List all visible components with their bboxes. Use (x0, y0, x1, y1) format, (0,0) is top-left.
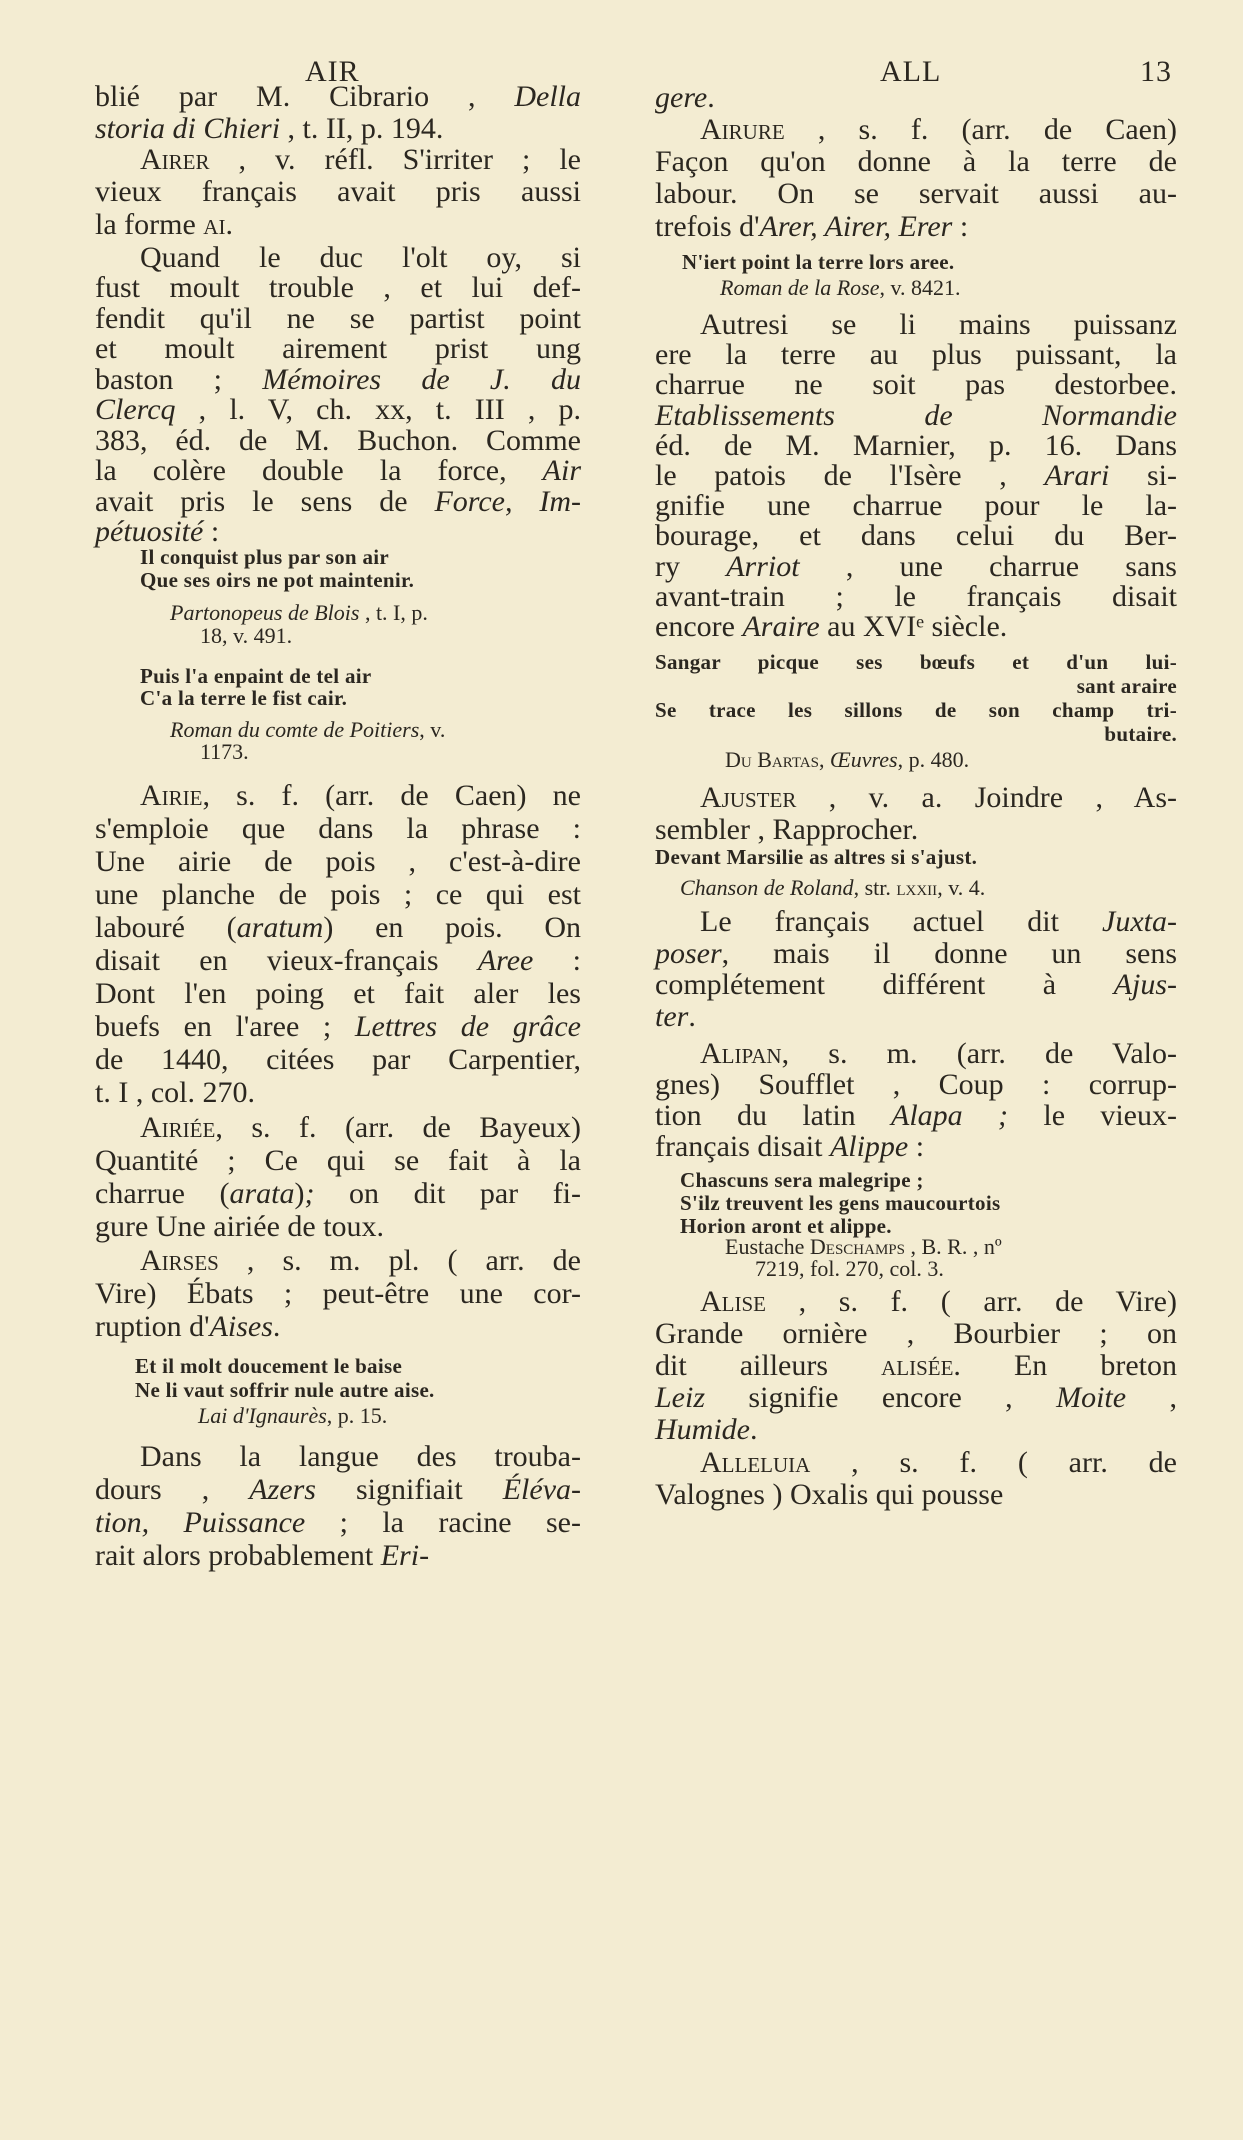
text: , B. R. , nº (905, 1234, 1002, 1259)
text-line (95, 176, 581, 209)
text: trefois d' (655, 209, 760, 243)
verse-quote-block (655, 1169, 1177, 1238)
text: rait alors probablement (95, 1538, 381, 1572)
text: complétement différent à (655, 968, 1114, 1002)
italic-text: Arriot (726, 549, 800, 583)
text-line (95, 741, 581, 763)
small-caps-text: Airiée (140, 1110, 216, 1144)
text-line (95, 1177, 581, 1210)
text-line (655, 458, 1177, 492)
text: Sangar picque ses bœufs et d'un lui- (655, 650, 1177, 674)
small-caps-text: Alipan (700, 1036, 782, 1070)
text: fust moult trouble , et lui def- (95, 271, 581, 305)
text: : (952, 209, 969, 243)
text-line (655, 1001, 1177, 1033)
text-line (95, 845, 581, 878)
text-line (95, 1043, 581, 1076)
verse-quote-block (655, 650, 1177, 746)
text: on dit par fi- (314, 1176, 582, 1210)
text: . (707, 80, 715, 114)
verse-quote-block (655, 249, 1177, 275)
small-caps-text: Ajuster (700, 781, 797, 814)
text-line (655, 1169, 1177, 1192)
running-head-right: ALL (880, 55, 942, 88)
text-line (655, 1236, 1177, 1258)
text-line (95, 1354, 581, 1378)
citation-block (655, 747, 1177, 773)
italic-text: gere (655, 80, 708, 114)
text: gure Une airiée de toux. (95, 1209, 385, 1243)
text-line (655, 969, 1177, 1001)
italic-text: Force, Im- (434, 484, 581, 518)
text: S'ilz treuvent les gens maucourtois (680, 1190, 1001, 1215)
text-line (655, 579, 1177, 613)
text: ere la terre au plus puissant, la (655, 338, 1177, 372)
text-line (95, 812, 581, 845)
text: buefs en l'aree ; (95, 1009, 355, 1043)
italic-text: Lettres de grâce (354, 1009, 581, 1043)
paragraph-block (95, 240, 581, 549)
text: Eustache (725, 1234, 810, 1259)
text-line (95, 1244, 581, 1277)
small-caps-text: Airses (140, 1243, 219, 1277)
italic-text: pétuosité (95, 515, 204, 549)
text-line (95, 878, 581, 911)
text: , p. 480. (897, 747, 970, 772)
text: 383, éd. de M. Buchon. Comme (95, 423, 581, 457)
text-line (655, 82, 1177, 113)
paragraph-block (655, 906, 1177, 1032)
text: 18, v. 491. (200, 622, 293, 648)
text: Quand le duc l'olt oy, si (140, 240, 581, 274)
text: , mais il donne un sens (721, 936, 1177, 970)
text-line (655, 549, 1177, 583)
text: , v. 4. (937, 875, 986, 900)
text: Devant Marsilie as altres si s'ajust. (655, 845, 978, 869)
text-line (655, 875, 1177, 901)
text-line (655, 1382, 1177, 1414)
small-caps-text: Alise (700, 1285, 766, 1318)
text-line (655, 722, 1177, 746)
text: ; la racine se- (305, 1505, 581, 1539)
text-line (655, 1318, 1177, 1350)
text: , s. f. ( arr. de (810, 1446, 1177, 1479)
text: : (533, 943, 582, 977)
text-line (95, 423, 581, 457)
text-line (95, 1539, 581, 1572)
text: encore (655, 609, 743, 643)
paragraph-block (655, 782, 1177, 846)
text: , (1126, 1381, 1178, 1414)
text: Le français actuel dit (700, 905, 1103, 939)
text: , s. m. (arr. de Valo- (781, 1036, 1177, 1070)
text: Vire) Ébats ; peut-être une cor- (95, 1276, 581, 1310)
text-line (655, 938, 1177, 970)
italic-text: poser (655, 936, 722, 970)
text: : (908, 1129, 925, 1163)
text: la colère double la force, (95, 454, 543, 488)
running-head-left: AIR (305, 55, 360, 88)
text: Grande ornière , Bourbier ; on (655, 1317, 1177, 1350)
text-line (655, 491, 1177, 521)
paragraph-block (655, 1447, 1177, 1511)
text-line (655, 521, 1177, 551)
text-line (655, 650, 1177, 674)
text: baston ; (95, 362, 263, 396)
italic-text: storia di Chieri (95, 111, 281, 145)
text-line (655, 906, 1177, 938)
text: t. I , col. 270. (95, 1075, 255, 1109)
text-line (95, 240, 581, 274)
italic-text: Éléva- (502, 1472, 581, 1506)
text-line (655, 114, 1177, 146)
text: labour. On se servait aussi au- (655, 177, 1177, 211)
paragraph-block (655, 114, 1177, 243)
text: gnifie une charrue pour le la- (655, 489, 1177, 523)
text-line (655, 674, 1177, 698)
italic-text: Roman du comte de Poitiers (170, 717, 420, 742)
text-line (95, 456, 581, 487)
text-line (655, 1447, 1177, 1479)
italic-text: arata (229, 1176, 295, 1210)
verse-quote-block (95, 1354, 581, 1402)
italic-text: Roman de la Rose (720, 275, 880, 300)
italic-text: Lai d'Ignaurès (198, 1403, 327, 1428)
italic-text: Della (514, 80, 581, 114)
text: ) en pois. On (323, 910, 581, 944)
text-line (95, 1506, 581, 1539)
text-line (95, 301, 581, 335)
text-line (655, 428, 1177, 462)
text-line (95, 1277, 581, 1310)
text: fendit qu'il ne se partist point (95, 301, 581, 335)
text-line (95, 779, 581, 812)
text: . En breton (953, 1349, 1177, 1382)
text-line (655, 1286, 1177, 1318)
verse-quote-block (655, 844, 1177, 870)
italic-text: Aree (477, 943, 534, 977)
citation-block (655, 875, 1177, 901)
text-line (655, 398, 1177, 432)
text-line (655, 1479, 1177, 1511)
text-line (95, 1210, 581, 1243)
text-line (655, 340, 1177, 370)
text-line (95, 273, 581, 304)
text-line (95, 1378, 581, 1402)
text-line (95, 977, 581, 1010)
text: , v. réfl. S'irriter ; le (209, 142, 581, 176)
text: , l. V, ch. xx, t. III , p. (175, 393, 581, 427)
small-caps-text: Airie (140, 778, 203, 812)
text-line (655, 1258, 1177, 1280)
text: , une charrue sans (799, 549, 1177, 583)
text: , s. f. (arr. de Caen) ne (202, 778, 581, 812)
text: gnes) Soufflet , Coup : corrup- (655, 1067, 1177, 1101)
text: , v. 8421. (879, 275, 961, 300)
paragraph-block (95, 1440, 581, 1572)
text: , str. (853, 875, 897, 900)
text: signifiait (315, 1472, 503, 1506)
text-line (95, 484, 581, 518)
text-line (655, 249, 1177, 275)
italic-text: Araire (742, 609, 820, 643)
text: Ne li vaut soffrir nule autre aise. (135, 1378, 435, 1402)
small-caps-text: ai (203, 207, 226, 241)
text-line (655, 146, 1177, 178)
text-line (95, 687, 581, 709)
text-line (95, 144, 581, 177)
italic-text: Ajus- (1113, 968, 1177, 1002)
text-line (655, 747, 1177, 773)
text-line (95, 569, 581, 592)
text: , t. I, p. (359, 599, 428, 625)
text-line (655, 1038, 1177, 1069)
text: signifie encore , (705, 1381, 1057, 1414)
text: C'a la terre le fist cair. (140, 686, 348, 710)
italic-text: Air (542, 454, 581, 488)
text: au XVIᵉ siècle. (819, 609, 1008, 643)
italic-text: Alapa ; (891, 1098, 1009, 1132)
text: charrue ( (95, 1176, 230, 1210)
verse-quote-block (95, 546, 581, 592)
text: Valognes ) Oxalis qui pousse (655, 1478, 1004, 1511)
text-line (655, 1131, 1177, 1162)
text: , t. II, p. 194. (280, 111, 444, 145)
text: Il conquist plus par son air (140, 544, 390, 569)
text: dours , (95, 1472, 250, 1506)
small-caps-text: alisée (881, 1349, 954, 1382)
text: , s. f. (arr. de Bayeux) (215, 1110, 581, 1144)
text-line (95, 665, 581, 687)
text-line (95, 395, 581, 426)
text: Autresi se li mains puissanz (700, 307, 1177, 341)
italic-text: Œuvres (829, 747, 898, 772)
text: : (203, 515, 220, 549)
text: , v. a. Joindre , As- (796, 781, 1177, 814)
text-line (95, 1076, 581, 1109)
text: , p. 15. (326, 1403, 388, 1428)
italic-text: Aises (209, 1309, 273, 1343)
text: une planche de pois ; ce qui est (95, 877, 581, 911)
text-line (655, 844, 1177, 870)
text: Une airie de pois , c'est-à-dire (95, 844, 581, 878)
text-line (95, 1144, 581, 1177)
page-number: 13 (1140, 55, 1172, 88)
small-caps-text: Airer (140, 142, 210, 176)
text: Façon qu'on donne à la terre de (655, 145, 1177, 179)
text: butaire. (1104, 722, 1177, 746)
italic-text: ; (304, 1176, 315, 1210)
text: Dans la langue des trouba- (140, 1439, 581, 1473)
text: s'emploie que dans la phrase : (95, 811, 581, 845)
italic-text: Partonopeus de Blois (170, 599, 360, 625)
text: . (225, 207, 233, 241)
text-line (655, 307, 1177, 341)
text-line (95, 944, 581, 977)
text: , v. (419, 717, 446, 742)
text-line (95, 113, 581, 145)
text: Dont l'en poing et fait aler les (95, 976, 581, 1010)
italic-text: Leiz (655, 1381, 706, 1414)
italic-text: ter (655, 999, 689, 1033)
text: blié par M. Cibrario , (95, 80, 515, 114)
text-line (655, 1192, 1177, 1215)
text-line (95, 1404, 581, 1428)
text: sembler , Rapprocher. (655, 813, 919, 846)
text: ruption d' (95, 1309, 210, 1343)
text: Se trace les sillons de son champ tri- (655, 698, 1177, 722)
text: Chascuns sera malegripe ; (680, 1167, 924, 1192)
paragraph-block (95, 779, 581, 1109)
text: Puis l'a enpaint de tel air (140, 664, 372, 688)
verse-quote-block (95, 665, 581, 709)
italic-text: tion, Puissance (95, 1505, 306, 1539)
text-line (655, 275, 1177, 301)
text-line (655, 1100, 1177, 1131)
text: charrue ne soit pas destorbee. (655, 368, 1177, 402)
text-line (655, 814, 1177, 846)
italic-text: Mémoires de J. du (262, 362, 581, 396)
text: , s. f. ( arr. de Vire) (766, 1285, 1177, 1318)
text: . (749, 1413, 758, 1446)
text-line (655, 1414, 1177, 1446)
citation-block (95, 719, 581, 763)
text: Que ses oirs ne pot maintenir. (140, 567, 415, 592)
citation-block (655, 1236, 1177, 1280)
text-line (655, 370, 1177, 400)
text-line (95, 362, 581, 396)
italic-text: Eri- (380, 1538, 430, 1572)
text-line (95, 546, 581, 569)
text: de 1440, citées par Carpentier, (95, 1042, 581, 1076)
small-caps-text: lxxii (896, 875, 938, 900)
small-caps-text: Deschamps (809, 1234, 905, 1259)
small-caps-text: Airure (700, 112, 785, 146)
text-line (95, 1473, 581, 1506)
text: 1173. (200, 739, 249, 764)
text-line (655, 698, 1177, 722)
paragraph-block (95, 81, 581, 144)
text-line (655, 782, 1177, 814)
text: avait pris le sens de (95, 484, 435, 518)
text-line (655, 1069, 1177, 1100)
text: . (272, 1309, 281, 1343)
text-line (95, 1310, 581, 1343)
italic-text: Chanson de Roland (680, 875, 854, 900)
text: ry (655, 549, 727, 583)
paragraph-block (655, 82, 1177, 113)
text-line (95, 624, 581, 647)
text: si- (1109, 458, 1177, 492)
italic-text: Etablissements de Normandie (655, 398, 1177, 432)
text-line (655, 211, 1177, 243)
text: sant araire (1076, 674, 1177, 698)
text-line (95, 1440, 581, 1473)
citation-block (655, 275, 1177, 301)
text-line (95, 1111, 581, 1144)
paragraph-block (95, 144, 581, 242)
text: , s. f. (arr. de Caen) (784, 112, 1177, 146)
text: la forme (95, 207, 204, 241)
text-line (655, 609, 1177, 643)
text: tion du latin (655, 1098, 892, 1132)
text-line (95, 81, 581, 113)
text: avant-train ; le français disait (655, 579, 1177, 613)
text: ) (294, 1176, 305, 1210)
italic-text: Alippe (829, 1129, 909, 1163)
text-line (655, 178, 1177, 210)
paragraph-block (95, 1244, 581, 1343)
citation-block (95, 601, 581, 647)
citation-block (95, 1404, 581, 1428)
italic-text: Clercq (95, 393, 176, 427)
paragraph-block (95, 1111, 581, 1243)
text: , s. m. pl. ( arr. de (218, 1243, 581, 1277)
text: N'iert point la terre lors aree. (682, 250, 955, 274)
text: . (688, 999, 696, 1033)
text-line (95, 911, 581, 944)
paragraph-block (655, 307, 1177, 643)
small-caps-text: Du Bartas (725, 747, 819, 772)
text-line (95, 517, 581, 548)
italic-text: Azers (249, 1472, 316, 1506)
text: Quantité ; Ce qui se fait à la (95, 1143, 581, 1177)
text: Horion aront et alippe. (680, 1213, 892, 1238)
text: bourage, et dans celui du Ber- (655, 519, 1177, 553)
italic-text: Arer, Airer, Erer (759, 209, 953, 243)
text: vieux français avait pris aussi (95, 175, 581, 209)
text: dit ailleurs (655, 1349, 882, 1382)
paragraph-block (655, 1038, 1177, 1162)
text-line (95, 719, 581, 741)
text-line (655, 1350, 1177, 1382)
text: Et il molt doucement le baise (135, 1354, 403, 1378)
italic-text: Humide (655, 1413, 750, 1446)
italic-text: aratum (236, 910, 324, 944)
text-line (95, 334, 581, 365)
text-line (95, 209, 581, 242)
text: le vieux- (1008, 1098, 1177, 1132)
text: et moult airement prist ung (95, 332, 581, 366)
text: 7219, fol. 270, col. 3. (755, 1256, 944, 1281)
text: labouré ( (95, 910, 237, 944)
text: , (818, 747, 830, 772)
text-line (95, 601, 581, 624)
italic-text: Arari (1044, 458, 1110, 492)
text: français disait (655, 1129, 830, 1163)
text: le patois de l'Isère , (655, 458, 1045, 492)
paragraph-block (655, 1286, 1177, 1446)
text: disait en vieux-français (95, 943, 478, 977)
italic-text: Moite (1056, 1381, 1127, 1414)
text-line (95, 1010, 581, 1043)
text: éd. de M. Marnier, p. 16. Dans (655, 428, 1177, 462)
small-caps-text: Alleluia (700, 1446, 811, 1479)
italic-text: Juxta- (1102, 905, 1177, 939)
